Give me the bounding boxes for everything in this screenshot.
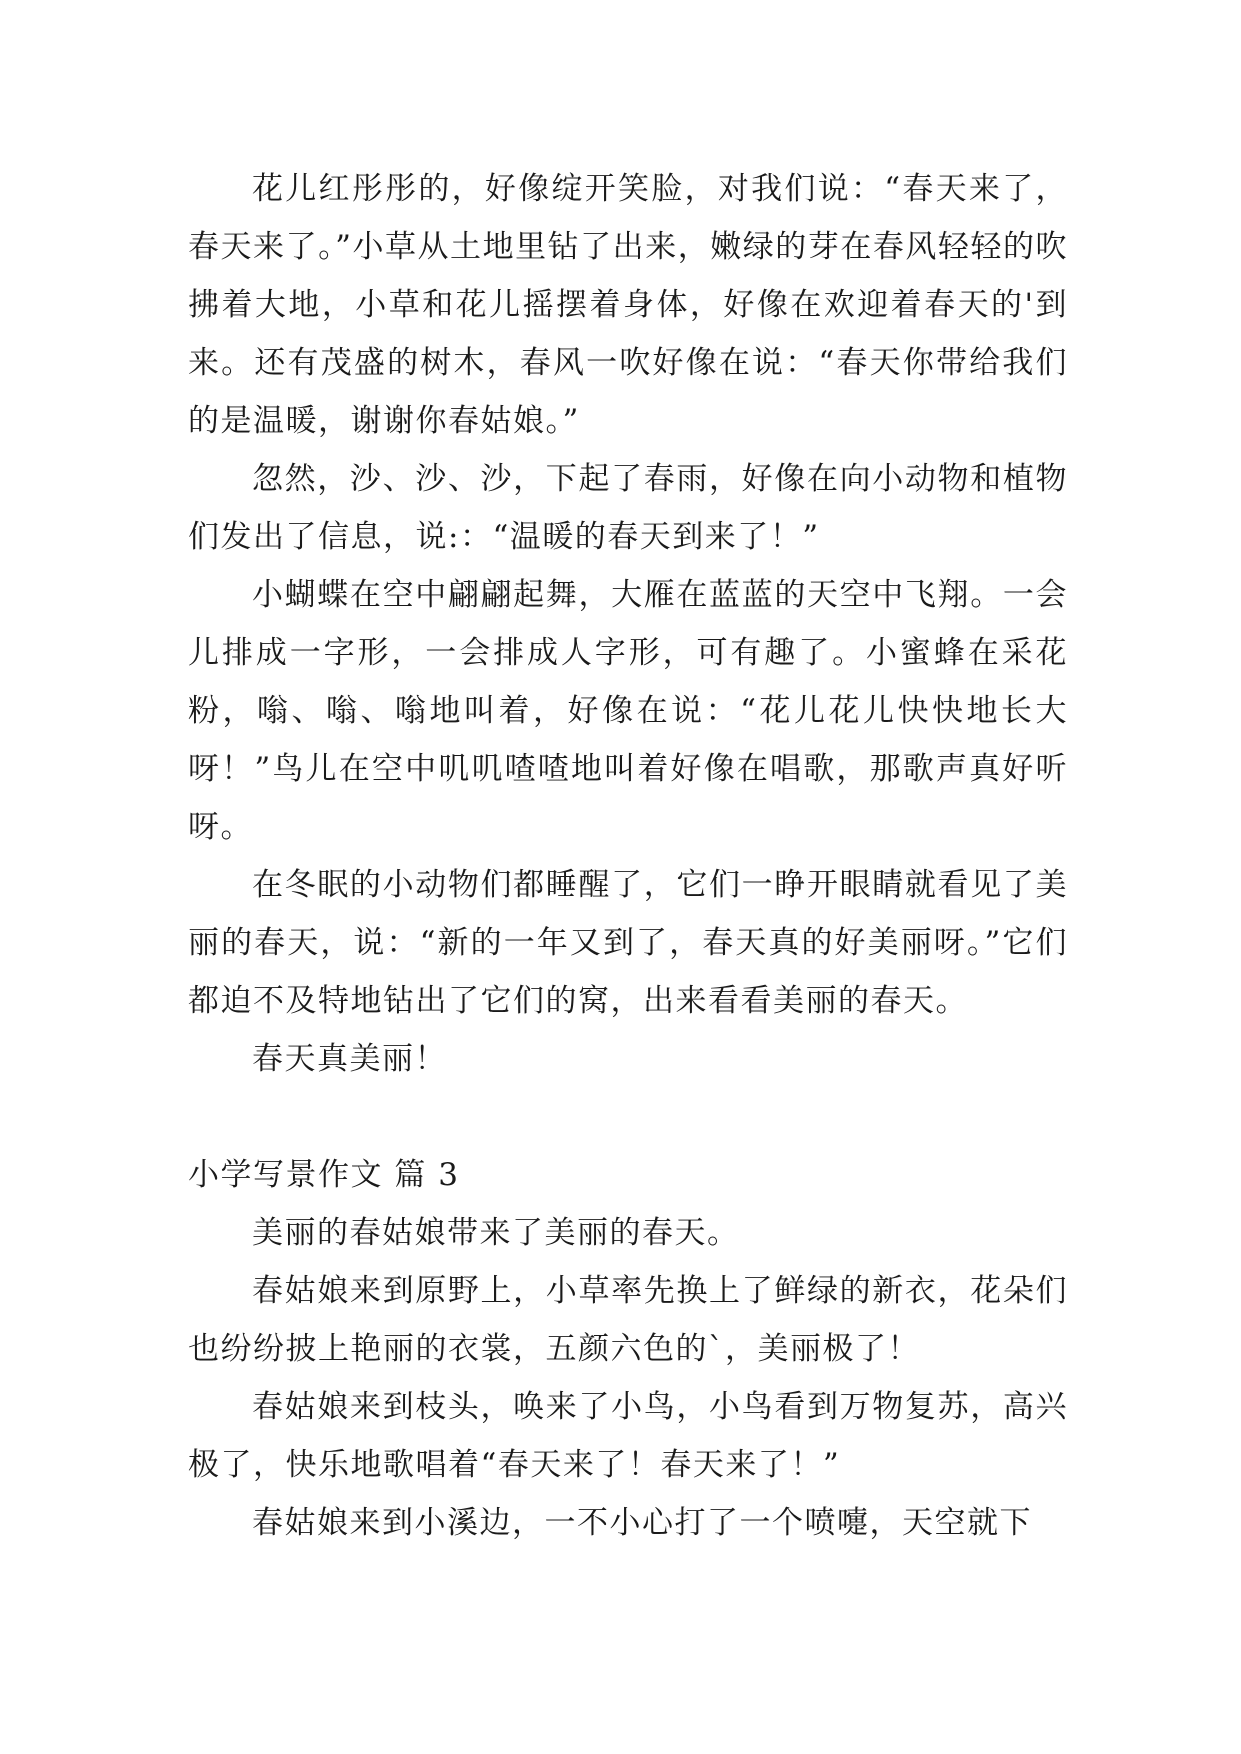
paragraph: 春姑娘来到枝头，唤来了小鸟，小鸟看到万物复苏，高兴极了，快乐地歌唱着“春天来了！春天来了！”: [188, 1389, 1068, 1483]
paragraph: 美丽的春姑娘带来了美丽的春天。: [252, 1215, 740, 1251]
paragraph: 花儿红彤彤的，好像绽开笑脸，对我们说：“春天来了，春天来了。”小草从土地里钻了出来，嫩绿的芽在春风轻轻的吹拂着大地，小草和花儿摇摆着身体，好像在欢迎着春天的'到来。还有茂盛的树木，春风一吹好像在说：“春天你带给我们的是温暖，谢谢你春姑娘。”: [188, 171, 1068, 439]
paragraph: 春姑娘来到原野上，小草率先换上了鲜绿的新衣，花朵们也纷纷披上艳丽的衣裳，五颜六色的`，美丽极了！: [188, 1273, 1068, 1367]
paragraph: 春姑娘来到小溪边，一不小心打了一个喷嚏，天空就下: [252, 1505, 1032, 1541]
paragraph: 在冬眠的小动物们都睡醒了，它们一睁开眼睛就看见了美丽的春天，说：“新的一年又到了，春天真的好美丽呀。”它们都迫不及特地钻出了它们的窝，出来看看美丽的春天。: [188, 867, 1068, 1019]
document-page: [188, 160, 1068, 1552]
section-heading: 小学写景作文 篇 3: [188, 1157, 460, 1193]
paragraph: 春天真美丽！: [252, 1041, 447, 1077]
paragraph: 忽然，沙、沙、沙，下起了春雨，好像在向小动物和植物们发出了信息，说:：“温暖的春天到来了！”: [188, 461, 1068, 555]
paragraph: 小蝴蝶在空中翩翩起舞，大雁在蓝蓝的天空中飞翔。一会儿排成一字形，一会排成人字形，可有趣了。小蜜蜂在采花粉，嗡、嗡、嗡地叫着，好像在说：“花儿花儿快快地长大呀！”鸟儿在空中叽叽喳喳地叫着好像在唱歌，那歌声真好听呀。: [188, 577, 1068, 845]
